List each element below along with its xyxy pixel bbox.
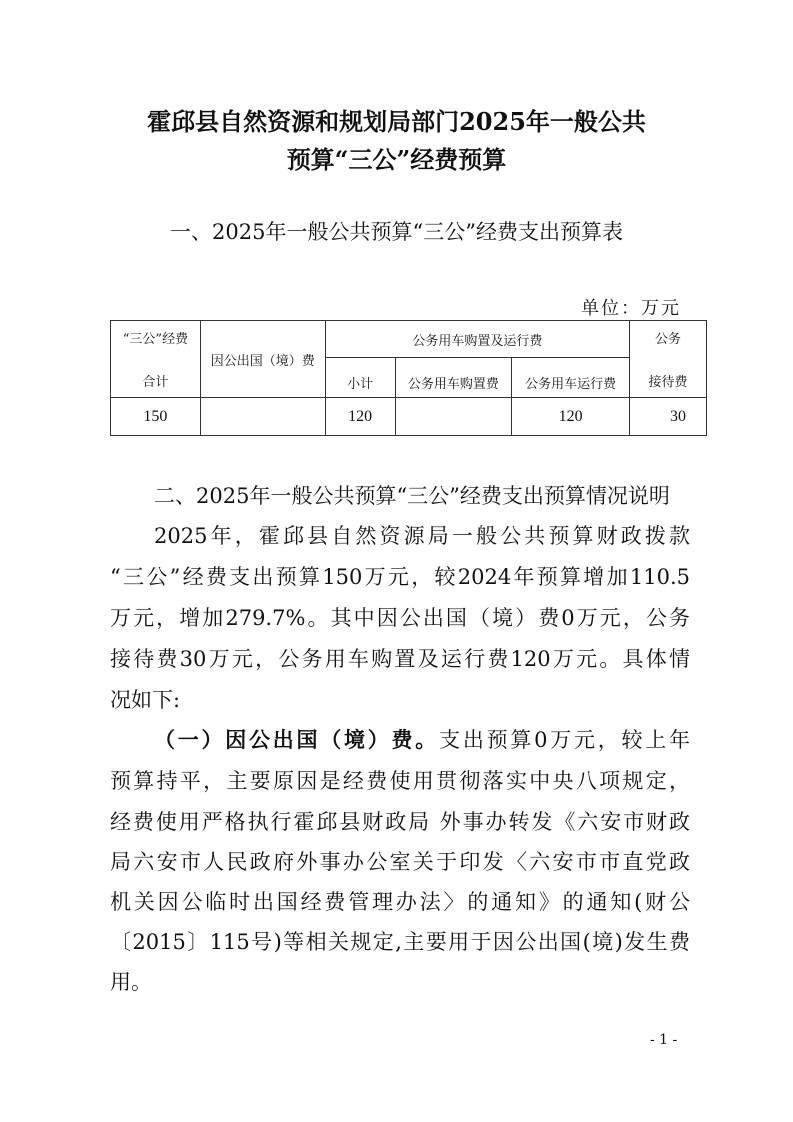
para-line: 〔2015〕115号)等相关规定,主要用于因公出国(境)发生费 <box>110 930 690 954</box>
budget-table <box>110 320 707 436</box>
table-row <box>111 398 707 436</box>
para-line: 接待费30万元，公务用车购置及运行费120万元。具体情 <box>110 647 690 671</box>
header-recep-b: 接待费 <box>648 375 688 390</box>
section1-heading: 一、2025年一般公共预算“三公”经费支出预算表 <box>170 220 623 244</box>
doc-title-line1: 霍邱县自然资源和规划局部门2025年一般公共 <box>147 107 646 136</box>
header-total-a: “三公”经费 <box>122 332 189 347</box>
cell-car-operation: 120 <box>512 398 630 436</box>
section2-heading: 二、2025年一般公共预算“三公”经费支出预算情况说明 <box>154 484 670 508</box>
subsection1-heading: （一）因公出国（境）费。 <box>154 727 440 752</box>
para-line: 用。 <box>110 970 152 994</box>
subsection1-text: 支出预算0万元，较上年 <box>439 728 690 752</box>
para-line: 经费使用严格执行霍邱县财政局 外事办转发《六安市财政 <box>110 810 690 834</box>
header-car: 公务用车购置及运行费 <box>325 321 629 358</box>
para-line: 局六安市人民政府外事办公室关于印发〈六安市市直党政 <box>110 850 690 874</box>
doc-title-line2: 预算“三公”经费预算 <box>286 145 507 174</box>
page-number: - 1 - <box>650 1032 678 1048</box>
subsection1-first-line <box>154 726 690 754</box>
header-total-b: 合计 <box>142 375 169 390</box>
cell-car-subtotal: 120 <box>325 398 395 436</box>
cell-reception: 30 <box>630 398 707 436</box>
para-line: 况如下: <box>110 688 181 712</box>
header-car-operation: 公务用车运行费 <box>512 358 630 398</box>
cell-car-purchase <box>395 398 512 436</box>
para-line: 预算持平，主要原因是经费使用贯彻落实中央八项规定， <box>110 769 690 793</box>
header-car-subtotal: 小计 <box>325 358 395 398</box>
header-total <box>111 321 201 398</box>
cell-total: 150 <box>111 398 201 436</box>
header-abroad: 因公出国（境）费 <box>200 321 325 398</box>
para-line: 机关因公临时出国经费管理办法〉的通知》的通知(财公 <box>110 890 690 914</box>
cell-abroad <box>200 398 325 436</box>
unit-label: 单位：万元 <box>581 298 681 319</box>
para-line: “三公”经费支出预算150万元，较2024年预算增加110.5 <box>110 565 690 589</box>
para-line: 2025年，霍邱县自然资源局一般公共预算财政拨款 <box>154 524 690 548</box>
header-recep-a: 公务 <box>655 332 682 347</box>
header-reception <box>630 321 707 398</box>
para-line: 万元，增加279.7%。其中因公出国（境）费0万元，公务 <box>110 606 690 630</box>
header-car-purchase: 公务用车购置费 <box>395 358 512 398</box>
